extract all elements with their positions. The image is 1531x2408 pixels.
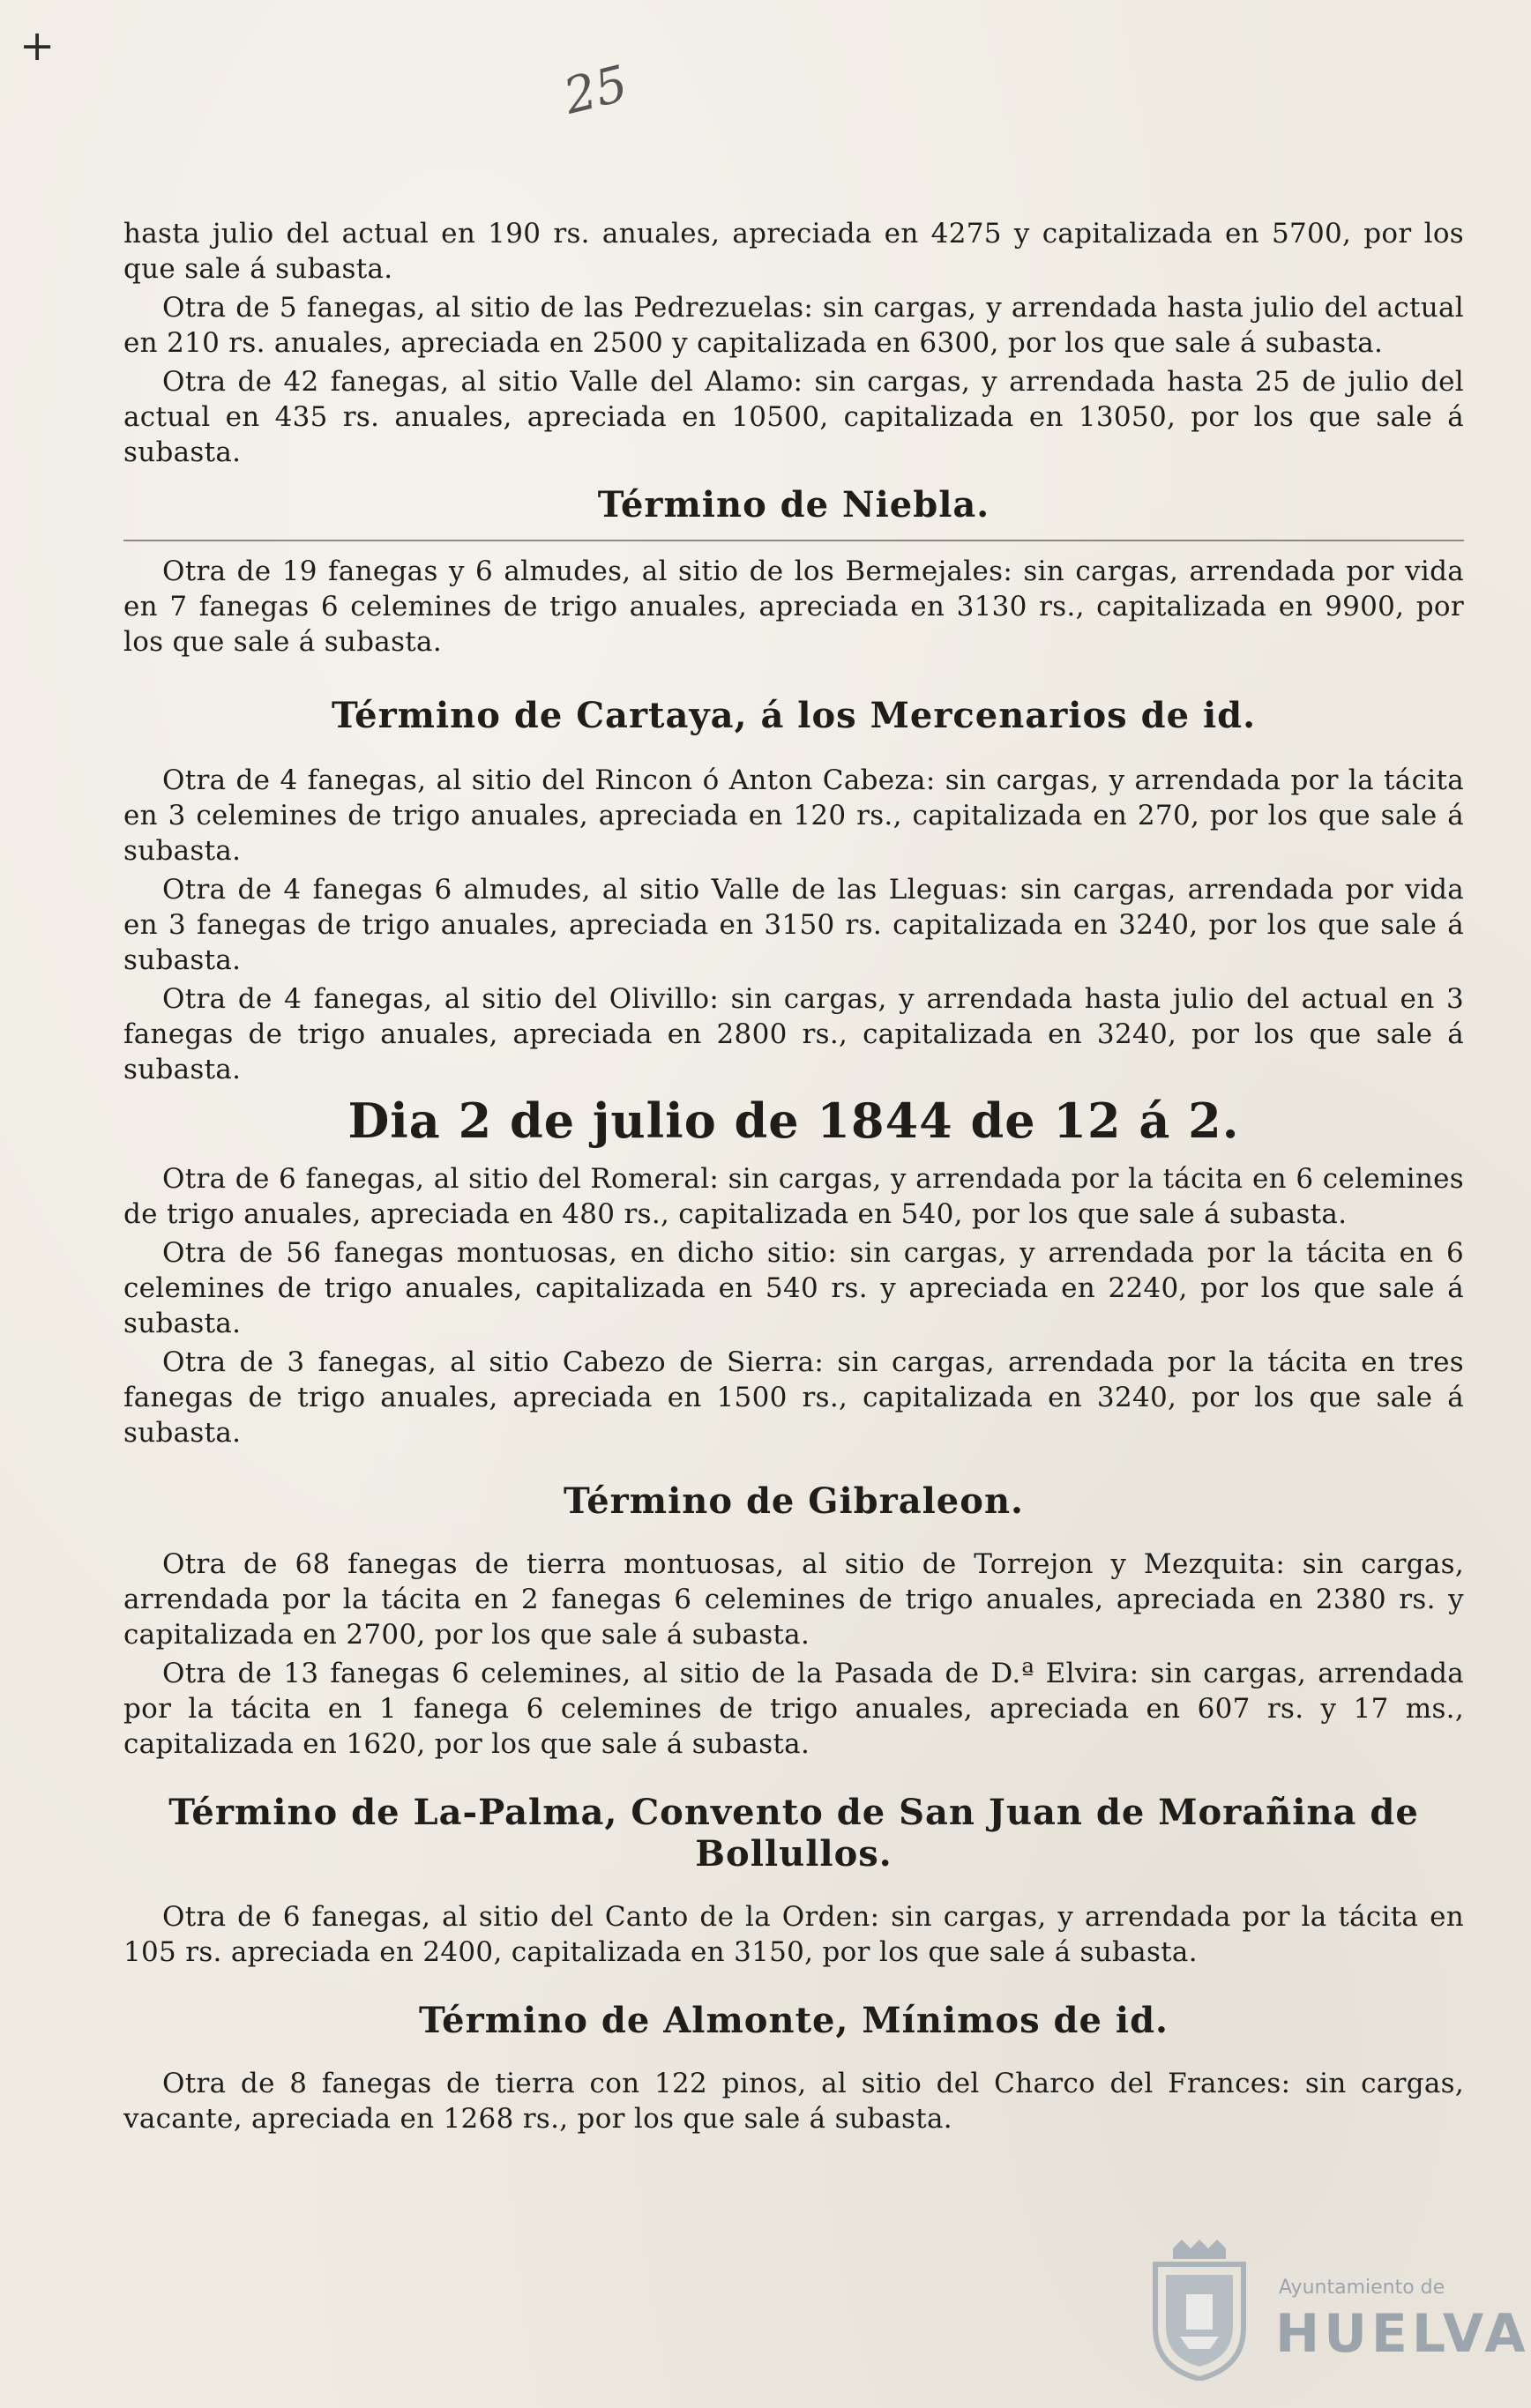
section-heading-cartaya: Término de Cartaya, á los Mercenarios de id. [331,695,1257,736]
paragraph: Otra de 4 fanegas 6 almudes, al sitio Valle de las Lleguas: sin cargas, arrendada por vida en 3 fanegas de trigo anuales, apreciada en 3150 rs. capitalizada en 3240, por los que sale á subasta. [123,874,1464,976]
folio-number: 25 [558,55,634,126]
paragraph: Otra de 68 fanegas de tierra montuosas, al sitio de Torrejon y Mezquita: sin cargas, arrendada por la tácita en 2 fanegas 6 celemines de trigo anuales, apreciada en 2380 rs. y capitalizada en 2700, por los que sale á subasta. [123,1548,1464,1651]
section-heading-gibraleon: Término de Gibraleon. [564,1480,1024,1522]
paragraph: Otra de 6 fanegas, al sitio del Canto de la Orden: sin cargas, y arrendada por la tácita en 105 rs. apreciada en 2400, capitalizada en 3150, por los que sale á subasta. [123,1901,1464,1968]
paragraph: Otra de 6 fanegas, al sitio del Romeral: sin cargas, y arrendada por la tácita en 6 celemines de trigo anuales, apreciada en 480 rs., capitalizada en 540, por los que sale á subasta. [123,1163,1464,1230]
section-heading-la-palma: Término de La-Palma, Convento de San Juan de Morañina de Bollullos. [168,1792,1419,1875]
watermark-line-1: Ayuntamiento de [1279,2277,1445,2299]
date-heading: Dia 2 de julio de 1844 de 12 á 2. [347,1092,1240,1149]
paragraph: Otra de 3 fanegas, al sitio Cabezo de Sierra: sin cargas, arrendada por la tácita en tres fanegas de trigo anuales, apreciada en 1500 rs., capitalizada en 3240, por los que sale á subasta. [123,1346,1464,1449]
paragraph: Otra de 19 fanegas y 6 almudes, al sitio de los Bermejales: sin cargas, arrendada por vida en 7 fanegas 6 celemines de trigo anuales, apreciada en 3130 rs., capitalizada en 9900, por los que sale á subasta. [123,555,1464,658]
watermark-line-2: HUELVA [1275,2303,1530,2365]
document-body [123,216,1464,2136]
paragraph: Otra de 42 fanegas, al sitio Valle del Alamo: sin cargas, y arrendada hasta 25 de julio del actual en 435 rs. anuales, apreciada en 10500, capitalizada en 13050, por los que sale á subasta. [123,366,1464,468]
ayuntamiento-huelva-watermark [1146,2231,1530,2389]
paragraph: Otra de 13 fanegas 6 celemines, al sitio de la Pasada de D.ª Elvira: sin cargas, arrendada por la tácita en 1 fanega 6 celemines de trigo anuales, apreciada en 607 rs. y 17 ms., capitalizada en 1620, por los que sale á subasta. [123,1658,1464,1760]
section-heading-niebla: Término de Niebla. [597,484,990,526]
paragraph: Otra de 5 fanegas, al sitio de las Pedrezuelas: sin cargas, y arrendada hasta julio del actual en 210 rs. anuales, apreciada en 2500 y capitalizada en 6300, por los que sale á subasta. [123,292,1464,359]
section-divider [123,540,1464,541]
paragraph: Otra de 8 fanegas de tierra con 122 pinos, al sitio del Charco del Frances: sin cargas, vacante, apreciada en 1268 rs., por los que sale á subasta. [123,2068,1464,2135]
paragraph: Otra de 56 fanegas montuosas, en dicho sitio: sin cargas, y arrendada por la tácita en 6 celemines de trigo anuales, capitalizada en 540 rs. y apreciada en 2240, por los que sale á subasta. [123,1237,1464,1339]
section-heading-almonte: Término de Almonte, Mínimos de id. [419,2000,1169,2041]
margin-cross-mark: + [19,21,56,71]
paragraph: Otra de 4 fanegas, al sitio del Olivillo: sin cargas, y arrendada hasta julio del actual en 3 fanegas de trigo anuales, apreciada en 2800 rs., capitalizada en 3240, por los que sale á subasta. [123,983,1464,1085]
paragraph: hasta julio del actual en 190 rs. anuales, apreciada en 4275 y capitalizada en 5700, por los que sale á subasta. [123,218,1464,285]
coat-of-arms-icon [1146,2240,1252,2381]
paragraph: Otra de 4 fanegas, al sitio del Rincon ó Anton Cabeza: sin cargas, y arrendada por la tácita en 3 celemines de trigo anuales, apreciada en 120 rs., capitalizada en 270, por los que sale á subasta. [123,764,1464,867]
